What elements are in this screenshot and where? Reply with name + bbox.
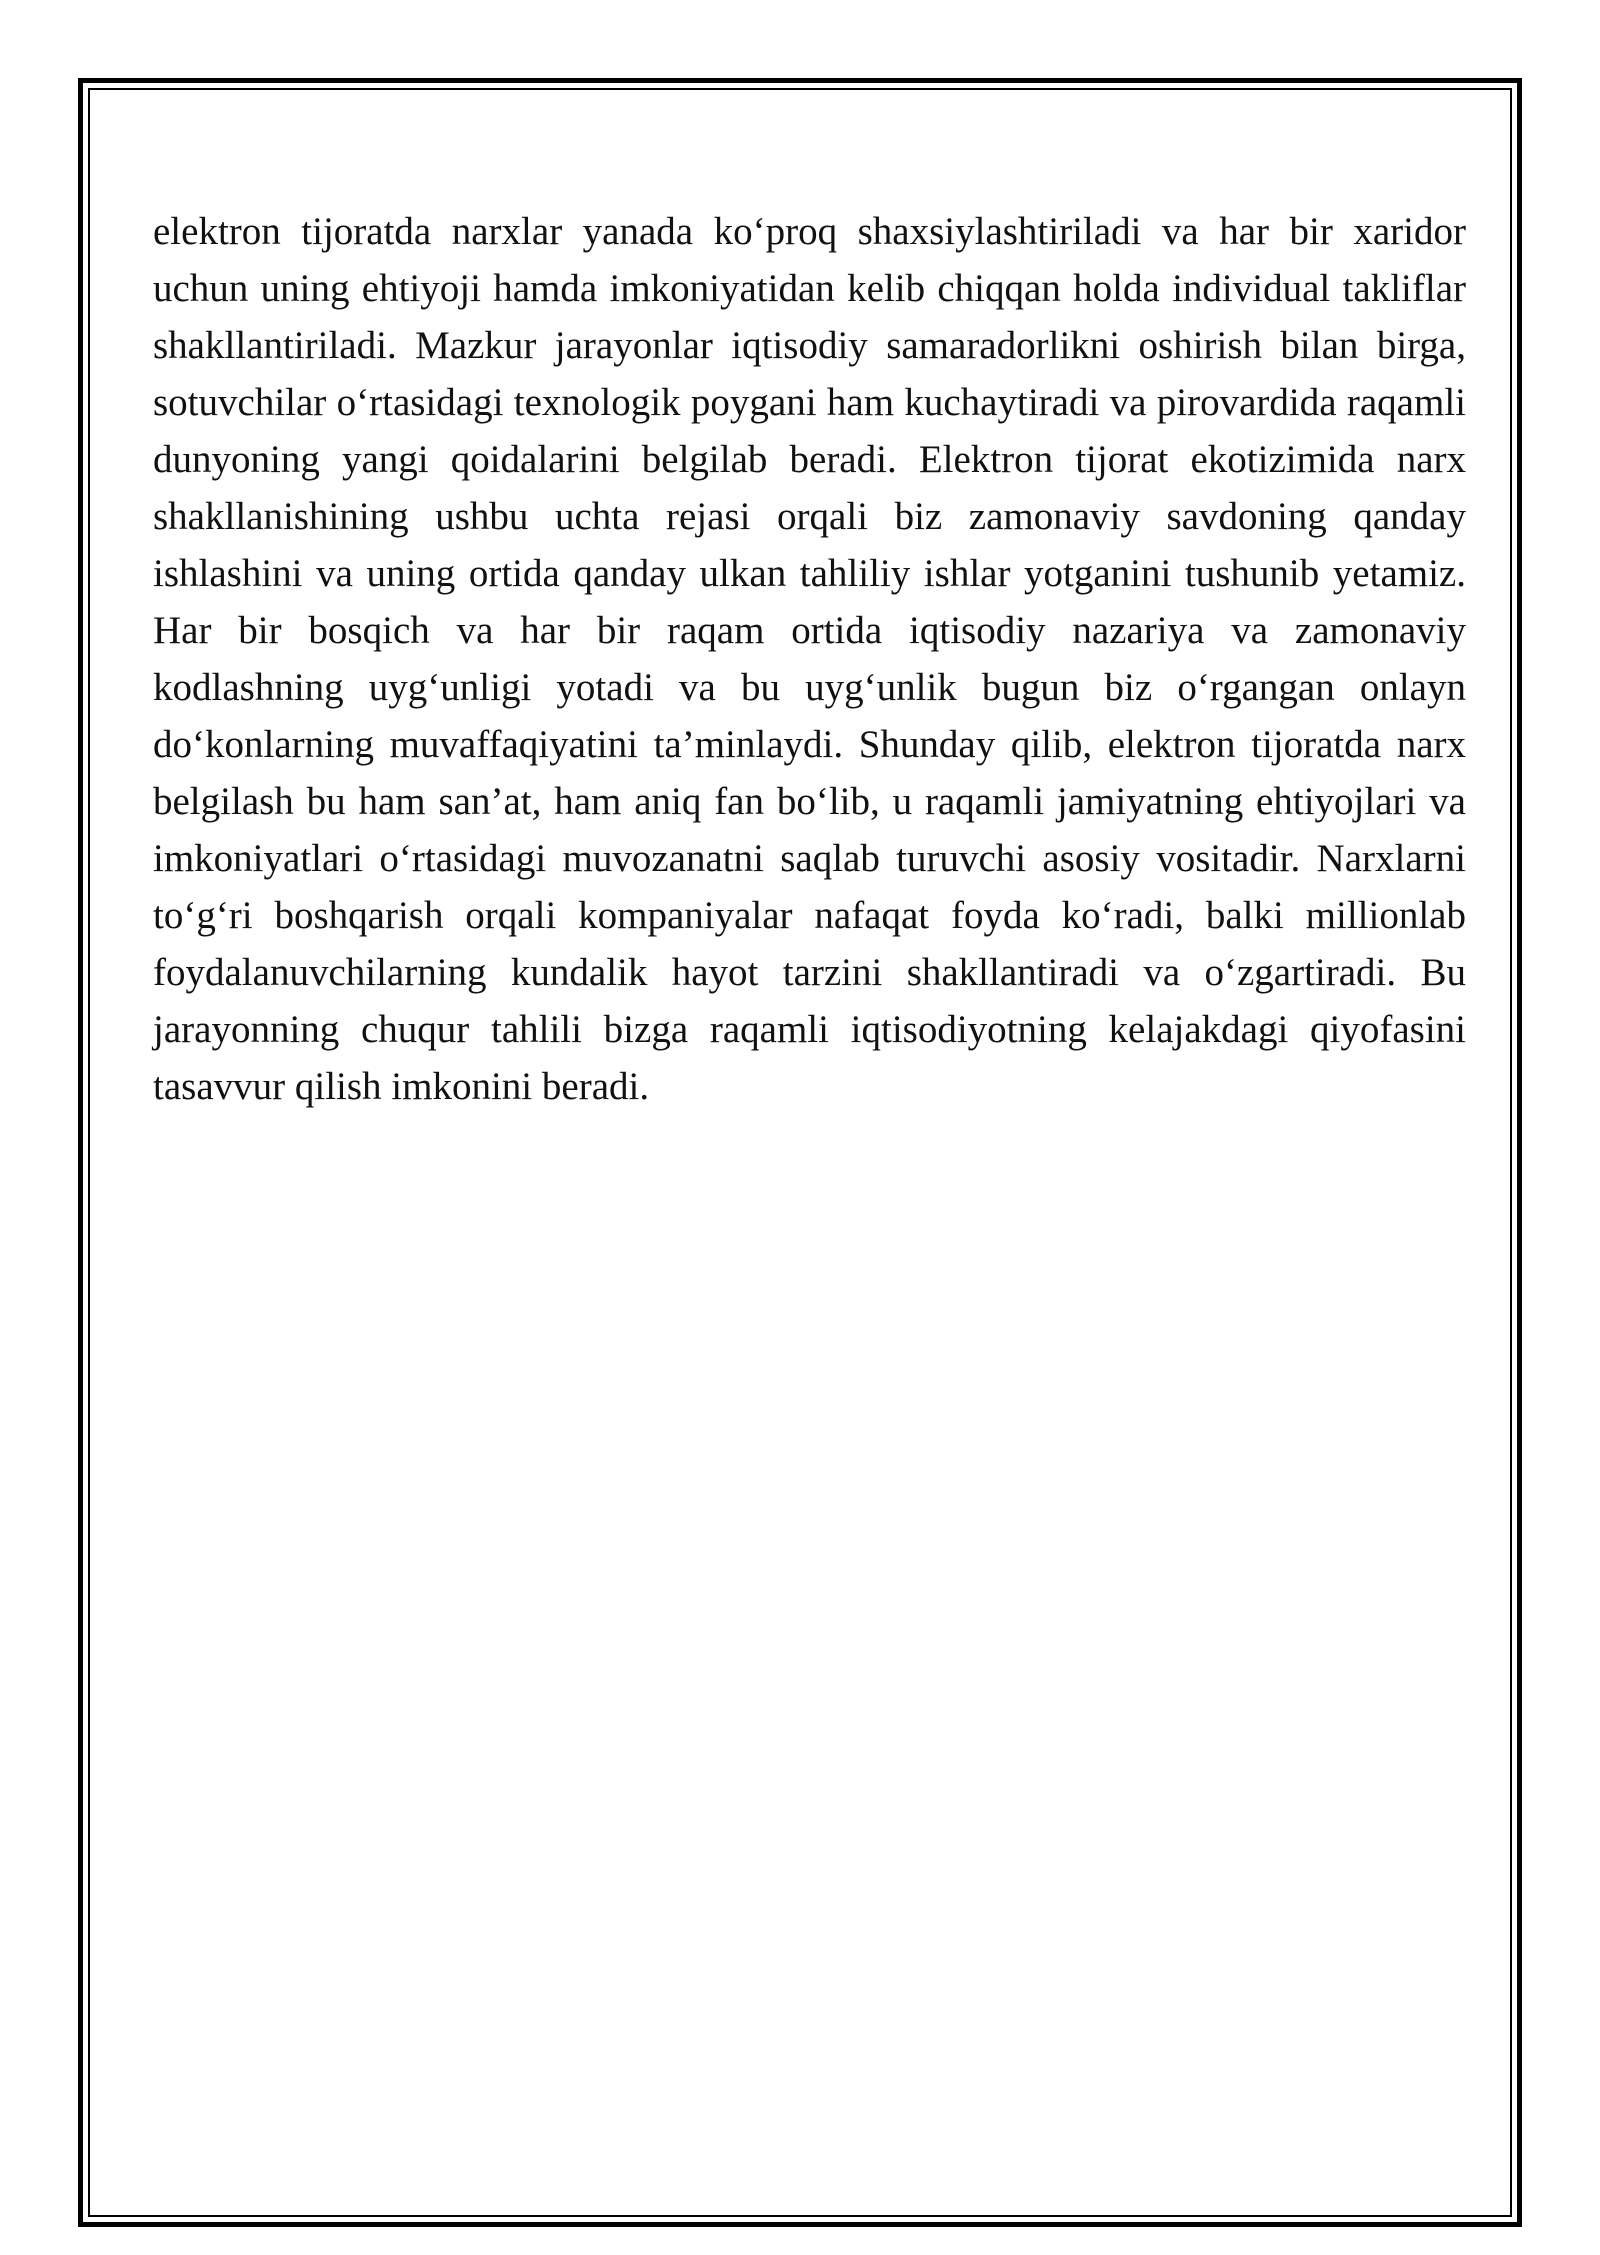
body-paragraph: elektron tijoratda narxlar yanada ko‘proq shaxsiylashtiriladi va har bir xaridor uchun uning ehtiyoji hamda imkoniyatidan kelib chiqqan holda individual takliflar shakllantiriladi. Mazkur jarayonlar iqtisodiy samaradorlikni oshirish bilan birga, sotuvchilar o‘rtasidagi texnologik poygani ham kuchaytiradi va pirovardida raqamli dunyoning yangi qoidalarini belgilab beradi. Elektron tijorat ekotizimida narx shakllanishining ushbu uchta rejasi orqali biz zamonaviy savdoning qanday ishlashini va uning ortida qanday ulkan tahliliy ishlar yotganini tushunib yetamiz. Har bir bosqich va har bir raqam ortida iqtisodiy nazariya va zamonaviy kodlashning uyg‘unligi yotadi va bu uyg‘unlik bugun biz o‘rgangan onlayn do‘konlarning muvaffaqiyatini ta’minlaydi. Shunday qilib, elektron tijoratda narx belgilash bu ham san’at, ham aniq fan bo‘lib, u raqamli jamiyatning ehtiyojlari va imkoniyatlari o‘rtasidagi muvozanatni saqlab turuvchi asosiy vositadir. Narxlarni to‘g‘ri boshqarish orqali kompaniyalar nafaqat foyda ko‘radi, balki millionlab foydalanuvchilarning kundalik hayot tarzini shakllantiradi va o‘zgartiradi. Bu jarayonning chuqur tahlili bizga raqamli iqtisodiyotning kelajakdagi qiyofasini tasavvur qilish imkonini beradi. <box>153 210 1466 1108</box>
